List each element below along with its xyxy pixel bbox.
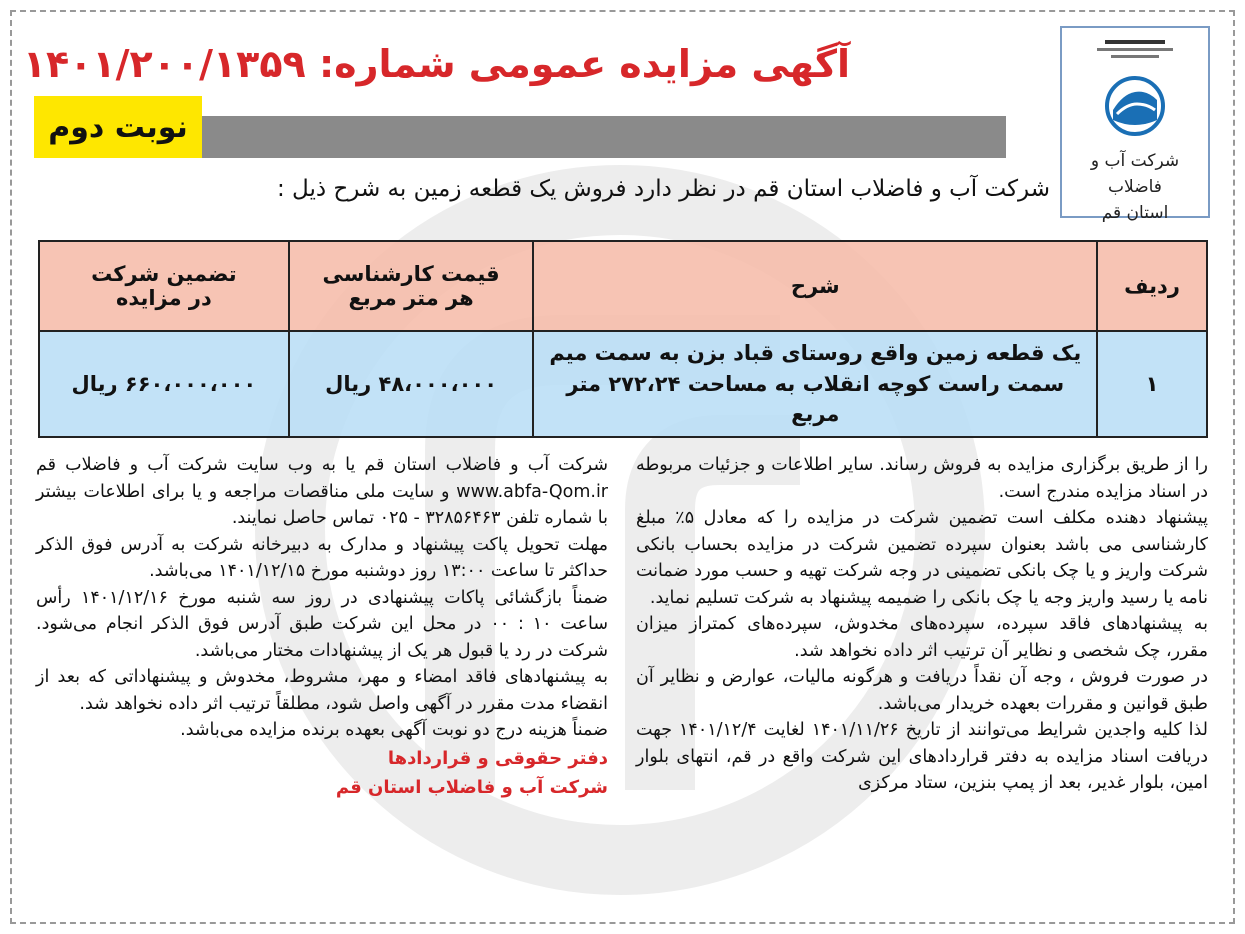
- header-row-number: ردیف: [1097, 241, 1207, 331]
- intro-text: شرکت آب و فاضلاب استان قم در نظر دارد فروش یک قطعه زمین به شرح ذیل :: [277, 176, 1050, 202]
- table-row: [39, 331, 1207, 437]
- description-line2: سمت راست کوچه انقلاب به مساحت ۲۷۲،۲۴ متر مربع: [566, 371, 1065, 427]
- paragraph: مهلت تحویل پاکت پیشنهاد و مدارک به دبیرخانه شرکت به آدرس فوق الذکر حداکثر تا ساعت ۱۳:۰۰ روز دوشنبه مورخ ۱۴۰۱/۱۲/۱۵ می‌باشد.: [36, 534, 608, 581]
- description-line1: یک قطعه زمین واقع روستای قباد بزن به سمت میم: [549, 341, 1082, 366]
- header-guarantee-line1: تضمین شرکت: [91, 262, 237, 286]
- header-price-line1: قیمت کارشناسی: [322, 262, 500, 286]
- header-description: شرح: [533, 241, 1097, 331]
- table-header-row: [39, 241, 1207, 331]
- header-guarantee: [39, 241, 289, 331]
- cell-guarantee: ۶۶۰،۰۰۰،۰۰۰ ریال: [39, 331, 289, 437]
- items-table: [38, 240, 1208, 438]
- header-guarantee-line2: در مزایده: [115, 286, 212, 310]
- paragraph: به پیشنهادهای فاقد سپرده، سپرده‌های مخدوش، سپرده‌های کمتراز میزان مقرر، چک شخصی و نظایر آن ترتیب اثر داده نخواهد شد.: [636, 614, 1208, 661]
- paragraph: در صورت فروش ، وجه آن نقداً دریافت و هرگونه مالیات، عوارض و نظایر آن طبق قوانین و مقررات بعهده خریدار می‌باشد.: [636, 667, 1208, 714]
- cell-row-number: ۱: [1097, 331, 1207, 437]
- signature-office: دفتر حقوقی و قراردادها: [387, 747, 608, 769]
- body-right-column: [636, 452, 1208, 797]
- logo-company-name: شرکت آب و فاضلاب: [1090, 151, 1180, 197]
- round-badge: نوبت دوم: [34, 96, 202, 158]
- paragraph: لذا کلیه واجدین شرایط می‌توانند از تاریخ ۱۴۰۱/۱۱/۲۶ لغایت ۱۴۰۱/۱۲/۴ جهت دریافت اسناد مزایده به دفتر قراردادهای این شرکت واقع در قم، انتهای بلوار امین، بلوار غدیر، بعد از پمپ بنزین، ستاد مرکزی: [636, 720, 1208, 793]
- paragraph: ضمناً بازگشائی پاکات پیشنهادی در روز سه شنبه مورخ ۱۴۰۱/۱۲/۱۶ رأس ساعت ۱۰ : ۰۰ در محل این شرکت طبق آدرس فوق الذکر انجام می‌شود. شرکت در رد یا قبول هر یک از پیشنهادات مختار می‌باشد.: [36, 587, 608, 661]
- header-expert-price: [289, 241, 534, 331]
- water-drop-logo-icon: [1075, 34, 1195, 144]
- paragraph: شرکت آب و فاضلاب استان قم یا به وب سایت شرکت آب و فاضلاب قم www.abfa-Qom.ir و سایت ملی مناقصات مراجعه و یا برای اطلاعات بیشتر با شماره تلفن ۳۲۸۵۶۴۶۳ - ۰۲۵ تماس حاصل نمایند.: [36, 455, 608, 528]
- cell-expert-price: ۴۸،۰۰۰،۰۰۰ ریال: [289, 331, 534, 437]
- company-logo: [1060, 26, 1210, 223]
- paragraph: را از طریق برگزاری مزایده به فروش رساند. سایر اطلاعات و جزئیات مربوطه در اسناد مزایده مندرج است.: [636, 455, 1208, 502]
- header-price-line2: هر متر مربع: [348, 286, 474, 310]
- paragraph: ضمناً هزینه درج دو نوبت آگهی بعهده برنده مزایده می‌باشد.: [180, 720, 608, 740]
- paragraph: پیشنهاد دهنده مکلف است تضمین شرکت در مزایده را که معادل ۵٪ مبلغ کارشناسی می باشد بعنوان سپرده تضمین شرکت در مزایده بحساب بانکی شرکت واریز و یا چک بانکی تضمینی در وجه شرکت تهیه و حسب مورد ضمانت نامه یا رسید واریز وجه یا چک بانکی را ضمیمه پیشنهاد به شرکت تسلیم نماید.: [636, 508, 1208, 608]
- paragraph: به پیشنهادهای فاقد امضاء و مهر، مشروط، مخدوش و پیشنهاداتی که بعد از انقضاء مدت مقرر در آگهی واصل شود، مطلقاً ترتیب اثر داده نخواهد شد.: [36, 667, 608, 714]
- signature-company: شرکت آب و فاضلاب استان قم: [335, 776, 608, 798]
- logo-province-name: استان قم: [1101, 203, 1169, 223]
- cell-description: [533, 331, 1097, 437]
- body-left-column: [36, 452, 608, 802]
- page-title: آگهی مزایده عمومی شماره: ۱۴۰۱/۲۰۰/۱۳۵۹: [22, 42, 850, 86]
